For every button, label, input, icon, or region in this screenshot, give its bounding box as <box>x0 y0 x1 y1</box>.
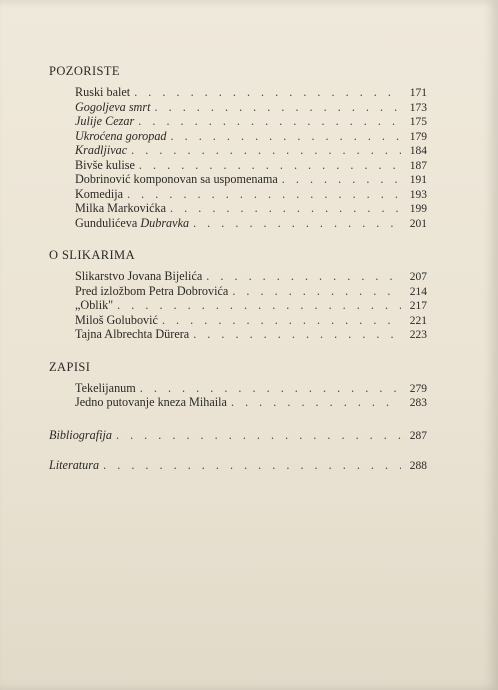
dot-leader <box>231 395 401 410</box>
entry-title: Julije Cezar <box>75 114 135 128</box>
page-number: 201 <box>409 217 427 230</box>
toc-entry <box>75 85 427 100</box>
entry-title: Kradljivac <box>75 143 128 157</box>
dot-leader <box>162 313 401 328</box>
toc-entry <box>75 298 427 313</box>
dot-leader <box>282 172 401 187</box>
entry-title: Komedija <box>75 186 124 201</box>
dot-leader <box>171 129 401 144</box>
page-number: 207 <box>409 271 427 283</box>
dot-leader <box>139 158 401 173</box>
page-number: 199 <box>409 203 427 215</box>
entry-title: Ruski balet <box>75 85 131 99</box>
entry-title-plain: Gundulićeva <box>75 215 141 230</box>
section-title: ZAPISI <box>49 359 91 374</box>
toc-entry <box>75 187 427 202</box>
dot-leader <box>140 381 401 396</box>
dot-leader <box>134 85 401 100</box>
dot-leader <box>117 298 401 313</box>
section-title: POZORISTE <box>49 64 120 78</box>
entry-title: Tekelijanum <box>75 380 136 395</box>
section-zapisi <box>49 360 427 410</box>
toc-entry <box>75 143 427 158</box>
section-bibliografija <box>49 428 427 443</box>
toc-entry <box>75 158 427 173</box>
toc-entry <box>75 269 427 284</box>
toc-entry <box>75 327 427 342</box>
page-number: 171 <box>409 87 427 99</box>
toc-entry <box>49 458 427 473</box>
toc-entry <box>75 216 427 231</box>
dot-leader <box>103 458 401 473</box>
dot-leader <box>193 216 401 231</box>
toc-entry <box>75 129 427 144</box>
entry-title <box>75 216 189 231</box>
dot-leader <box>206 269 401 284</box>
entry-title: Jedno putovanje kneza Mihaila <box>75 395 227 409</box>
page-number: 214 <box>409 285 427 298</box>
toc-entry <box>75 172 427 187</box>
entry-title: Pred izložbom Petra Dobrovića <box>75 283 229 298</box>
entry-title: Bibliografija <box>49 427 112 442</box>
entry-title: Gogoljeva smrt <box>75 99 151 114</box>
page-number: 217 <box>409 300 427 312</box>
toc-entry <box>75 381 427 396</box>
entry-title: Milka Markovićka <box>75 201 167 215</box>
dot-leader <box>155 100 402 115</box>
dot-leader <box>131 143 401 158</box>
section-o-slikarima <box>49 248 427 342</box>
page-number: 173 <box>409 101 427 114</box>
page-number: 179 <box>409 130 427 143</box>
page-number: 175 <box>409 116 427 128</box>
page-number: 279 <box>409 382 427 395</box>
dot-leader <box>138 114 401 129</box>
toc-entry <box>75 313 427 328</box>
page-number: 221 <box>409 314 427 327</box>
entry-title: Literatura <box>49 458 100 472</box>
section-literatura <box>49 458 427 473</box>
entry-title: Miloš Golubović <box>75 312 158 327</box>
entry-title: „Oblik" <box>75 298 114 312</box>
page-number: 184 <box>409 145 427 157</box>
page-number: 191 <box>409 174 427 186</box>
page-number: 193 <box>409 188 427 201</box>
page-number: 283 <box>409 397 427 409</box>
section-pozoriste <box>49 64 427 230</box>
toc-entry <box>75 284 427 299</box>
dot-leader <box>170 201 401 216</box>
section-title: O SLIKARIMA <box>49 248 135 262</box>
toc-entry <box>49 428 427 443</box>
dot-leader <box>127 187 401 202</box>
page-number: 187 <box>409 159 427 172</box>
dot-leader <box>232 284 401 299</box>
page-number: 287 <box>409 429 427 442</box>
dot-leader <box>193 327 401 342</box>
table-of-contents <box>49 64 427 489</box>
toc-entry <box>75 100 427 115</box>
dot-leader <box>116 428 401 443</box>
entry-title: Bivše kulise <box>75 157 135 172</box>
page-number: 288 <box>409 460 427 472</box>
entry-title: Tajna Albrechta Dürera <box>75 327 190 341</box>
toc-entry <box>75 395 427 410</box>
entry-title-italic: Dubravka <box>140 215 190 230</box>
toc-entry <box>75 201 427 216</box>
page-number: 223 <box>409 329 427 341</box>
entry-title: Dobrinović komponovan sa uspomenama <box>75 172 278 186</box>
toc-entry <box>75 114 427 129</box>
entry-title: Slikarstvo Jovana Bijelića <box>75 269 203 283</box>
entry-title: Ukroćena goropad <box>75 128 167 143</box>
